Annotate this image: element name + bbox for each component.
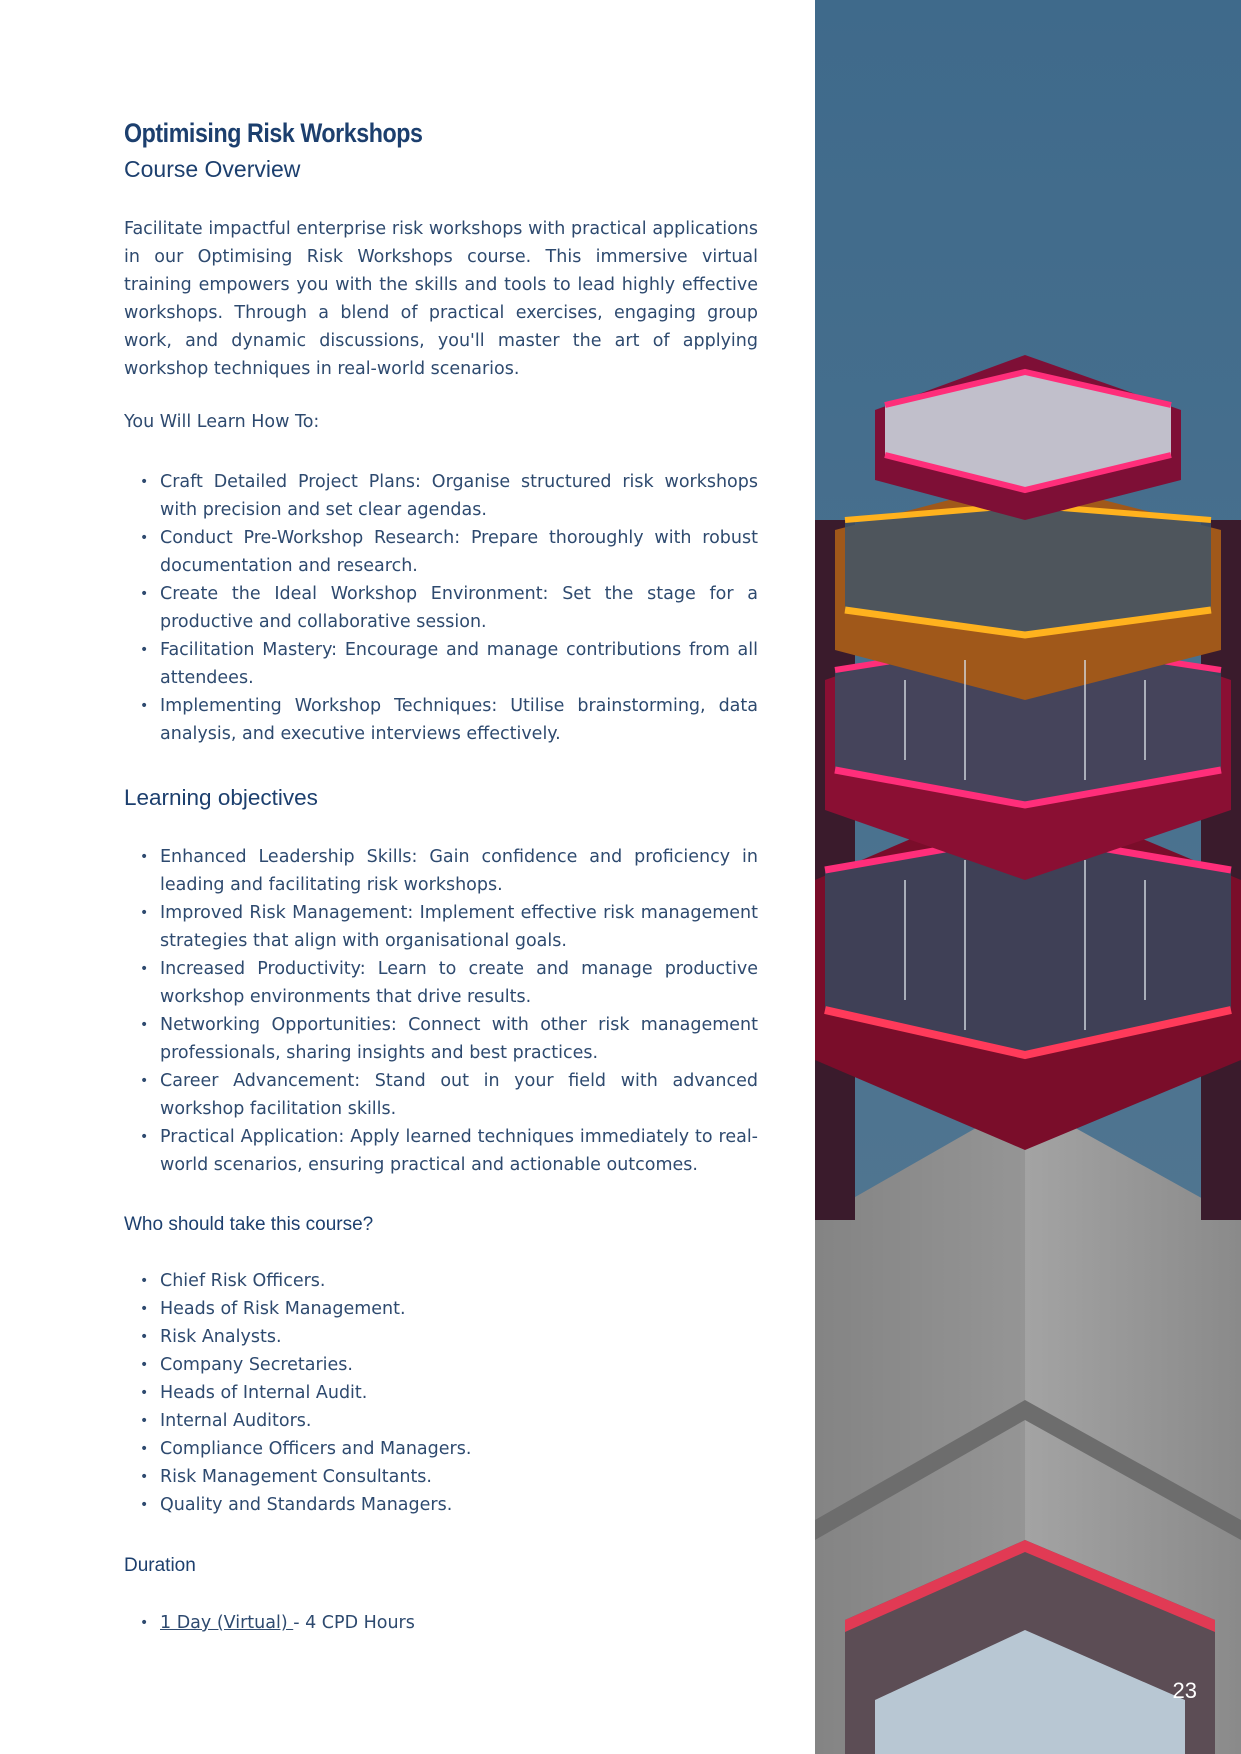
document-title: Optimising Risk Workshops <box>124 118 423 148</box>
list-item: • Compliance Officers and Managers. <box>160 1435 758 1463</box>
list-item: • Heads of Internal Audit. <box>160 1379 758 1407</box>
duration-heading: Duration <box>124 1555 196 1576</box>
audience-list <box>124 1267 758 1519</box>
list-item: • Heads of Risk Management. <box>160 1295 758 1323</box>
duration-link[interactable]: 1 Day (Virtual) <box>160 1613 294 1633</box>
building-photo <box>815 0 1241 1754</box>
duration-list <box>124 1609 758 1637</box>
list-item: • Enhanced Leadership Skills: Gain confidence and proficiency in leading and facilitating risk workshops. <box>160 843 758 899</box>
duration-cpd-text: - 4 CPD Hours <box>293 1613 415 1633</box>
page-number: 23 <box>1172 1678 1197 1703</box>
list-item: • Risk Analysts. <box>160 1323 758 1351</box>
list-item: • Career Advancement: Stand out in your field with advanced workshop facilitation skills. <box>160 1067 758 1123</box>
list-item: • Networking Opportunities: Connect with other risk management professionals, sharing insights and best practices. <box>160 1011 758 1067</box>
duration-item <box>160 1609 758 1637</box>
list-item: • Conduct Pre-Workshop Research: Prepare thoroughly with robust documentation and research. <box>160 524 758 580</box>
list-item: • Craft Detailed Project Plans: Organise structured risk workshops with precision and set clear agendas. <box>160 468 758 524</box>
list-item: • Implementing Workshop Techniques: Utilise brainstorming, data analysis, and executive interviews effectively. <box>160 692 758 748</box>
course-overview-heading: Course Overview <box>124 156 301 182</box>
content-column <box>124 0 758 1754</box>
list-item: • Risk Management Consultants. <box>160 1463 758 1491</box>
audience-heading: Who should take this course? <box>124 1214 374 1235</box>
learning-objectives-heading: Learning objectives <box>124 785 318 810</box>
list-item: • Practical Application: Apply learned techniques immediately to real-world scenarios, ensuring practical and actionable outcomes. <box>160 1123 758 1179</box>
list-item: • Chief Risk Officers. <box>160 1267 758 1295</box>
list-item: • Increased Productivity: Learn to create and manage productive workshop environments that drive results. <box>160 955 758 1011</box>
intro-paragraph: Facilitate impactful enterprise risk workshops with practical applications in our Optimising Risk Workshops course. This immersive virtual training empowers you with the skills and tools to lead highly effective workshops. Through a blend of practical exercises, engaging group work, and dynamic discussions, you'll master the art of applying workshop techniques in real-world scenarios. <box>124 219 758 379</box>
learn-lead-text: You Will Learn How To: <box>124 412 320 432</box>
list-item: • Improved Risk Management: Implement effective risk management strategies that align with organisational goals. <box>160 899 758 955</box>
list-item: • Company Secretaries. <box>160 1351 758 1379</box>
building-illustration <box>815 0 1241 1754</box>
objectives-list <box>124 843 758 1179</box>
learn-list <box>124 468 758 748</box>
list-item: • Internal Auditors. <box>160 1407 758 1435</box>
list-item: • Facilitation Mastery: Encourage and manage contributions from all attendees. <box>160 636 758 692</box>
list-item: • Create the Ideal Workshop Environment: Set the stage for a productive and collaborative session. <box>160 580 758 636</box>
list-item: • Quality and Standards Managers. <box>160 1491 758 1519</box>
